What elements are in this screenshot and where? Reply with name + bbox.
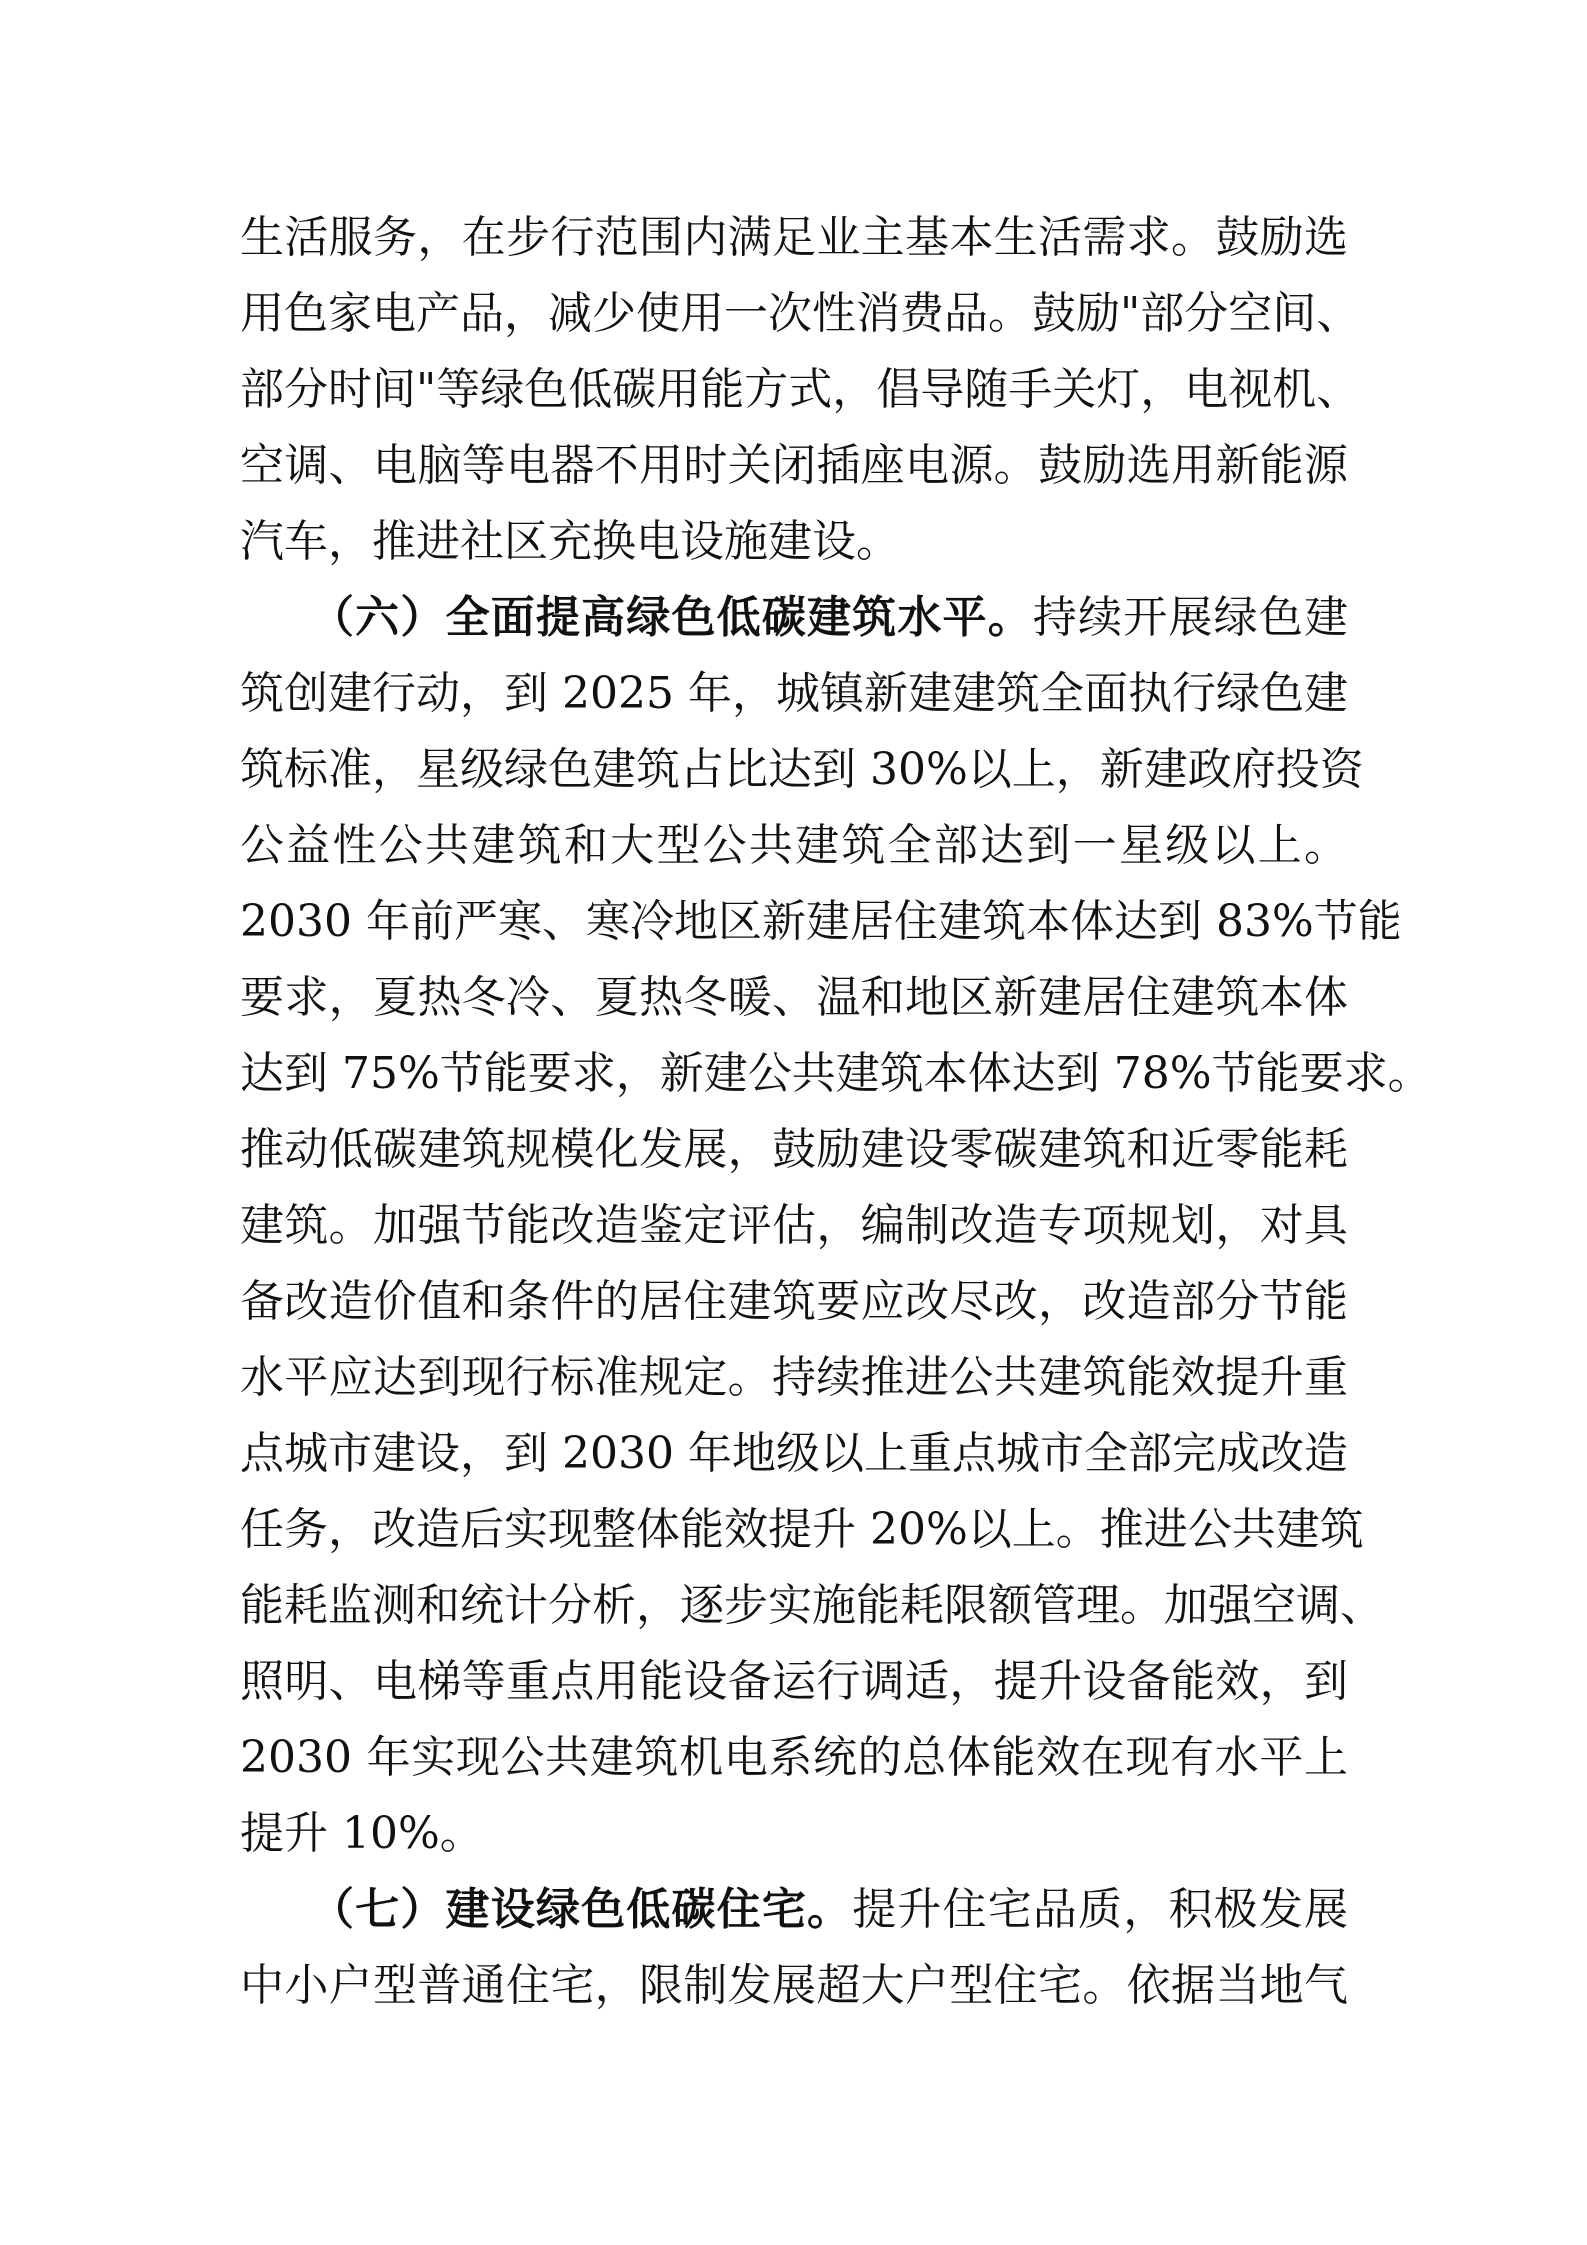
text-line: 筑创建行动，到 2025 年，城镇新建建筑全面执行绿色建 bbox=[240, 668, 1348, 719]
text-line: 达到 75%节能要求，新建公共建筑本体达到 78%节能要求。 bbox=[240, 1048, 1432, 1099]
text-line: 照明、电梯等重点用能设备运行调适，提升设备能效，到 bbox=[240, 1656, 1348, 1707]
section-7-first-text: 提升住宅品质，积极发展 bbox=[852, 1884, 1349, 1935]
text-line: 提升 10%。 bbox=[240, 1808, 484, 1859]
text-line: 生活服务，在步行范围内满足业主基本生活需求。鼓励选 bbox=[240, 212, 1348, 263]
section-7-heading: （七）建设绿色低碳住宅。 bbox=[310, 1884, 853, 1935]
text-line: 要求，夏热冬冷、夏热冬暖、温和地区新建居住建筑本体 bbox=[240, 972, 1348, 1023]
text-line: 2030 年前严寒、寒冷地区新建居住建筑本体达到 83%节能 bbox=[240, 896, 1402, 947]
text-line: 空调、电脑等电器不用时关闭插座电源。鼓励选用新能源 bbox=[240, 440, 1348, 491]
text-line: 筑标准，星级绿色建筑占比达到 30%以上，新建政府投资 bbox=[240, 744, 1364, 795]
text-line: 点城市建设，到 2030 年地级以上重点城市全部完成改造 bbox=[240, 1428, 1348, 1479]
text-line: 水平应达到现行标准规定。持续推进公共建筑能效提升重 bbox=[240, 1352, 1348, 1403]
text-line: 任务，改造后实现整体能效提升 20%以上。推进公共建筑 bbox=[240, 1504, 1364, 1555]
text-line: 能耗监测和统计分析，逐步实施能耗限额管理。加强空调、 bbox=[240, 1580, 1384, 1631]
text-line: 中小户型普通住宅，限制发展超大户型住宅。依据当地气 bbox=[240, 1960, 1348, 2011]
section-6-first-text: 持续开展绿色建 bbox=[1032, 592, 1349, 643]
text-line: 汽车，推进社区充换电设施建设。 bbox=[240, 516, 900, 567]
text-line: 推动低碳建筑规模化发展，鼓励建设零碳建筑和近零能耗 bbox=[240, 1124, 1348, 1175]
text-line: 2030 年实现公共建筑机电系统的总体能效在现有水平上 bbox=[240, 1732, 1348, 1783]
text-line: 部分时间"等绿色低碳用能方式，倡导随手关灯，电视机、 bbox=[240, 364, 1361, 415]
section-7-first-line bbox=[310, 1880, 1348, 1940]
text-line: 用色家电产品，减少使用一次性消费品。鼓励"部分空间、 bbox=[240, 288, 1361, 339]
text-line: 建筑。加强节能改造鉴定评估，编制改造专项规划，对具 bbox=[240, 1200, 1348, 1251]
text-line: 备改造价值和条件的居住建筑要应改尽改，改造部分节能 bbox=[240, 1276, 1348, 1327]
text-line: 公益性公共建筑和大型公共建筑全部达到一星级以上。 bbox=[240, 820, 1348, 871]
section-6-first-line bbox=[310, 588, 1348, 648]
section-6-heading: （六）全面提高绿色低碳建筑水平。 bbox=[310, 592, 1033, 643]
